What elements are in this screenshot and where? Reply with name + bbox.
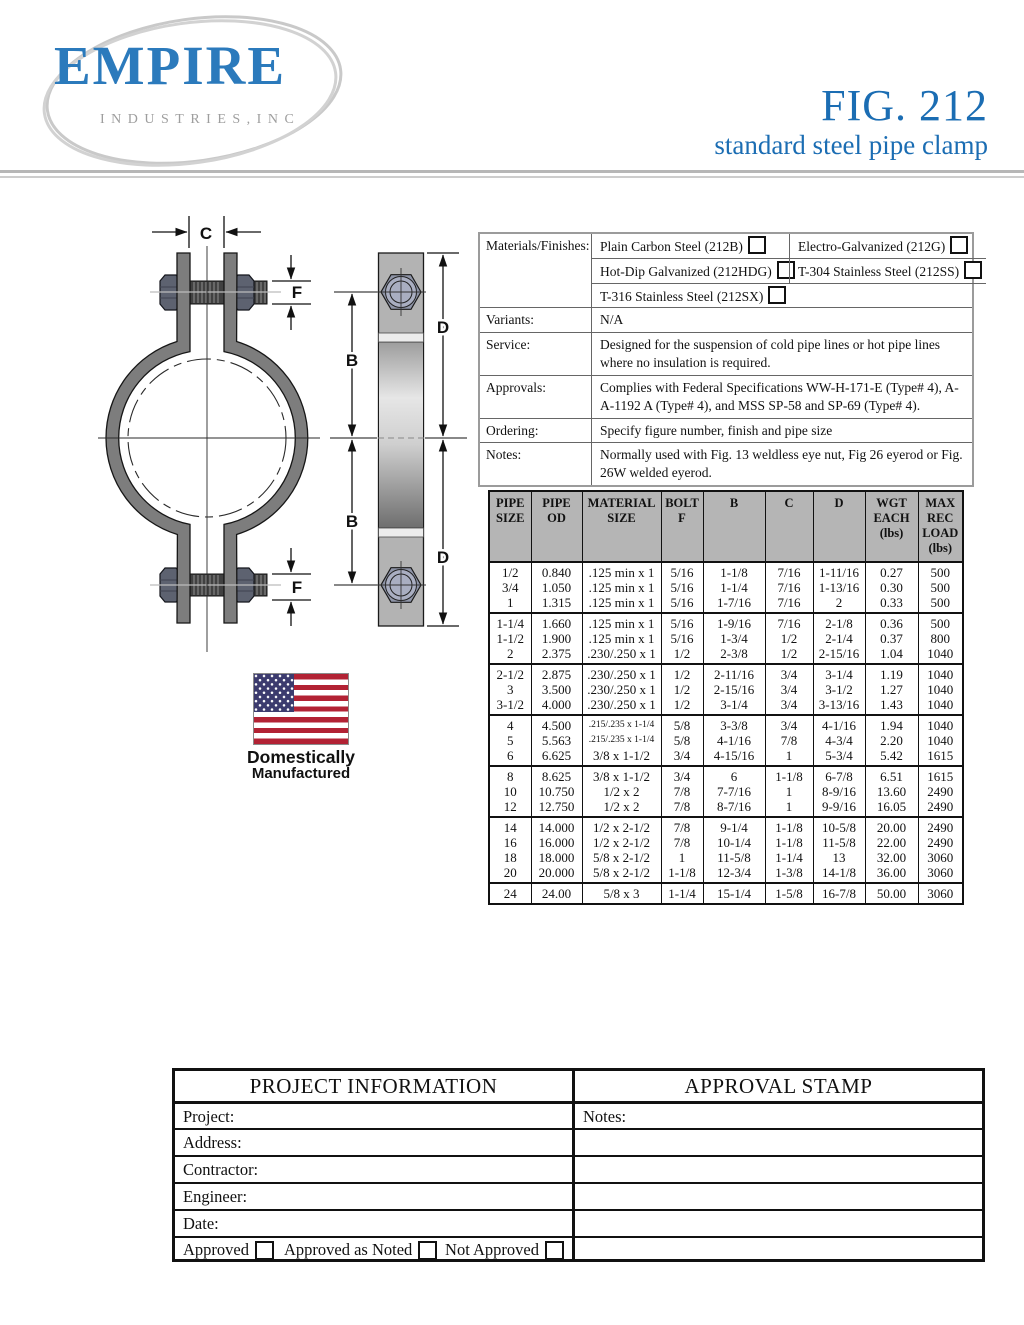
spec-table (488, 490, 964, 905)
approval-notes-line[interactable] (575, 1209, 982, 1236)
spec-cell: 5 (489, 733, 531, 748)
side-view (376, 253, 426, 626)
spec-cell: 12.750 (531, 799, 582, 817)
product-info-table (478, 232, 974, 487)
spec-cell: 5/16 (661, 631, 703, 646)
figure-number: FIG. 212 (821, 81, 988, 130)
spec-cell: 5-3/4 (813, 748, 865, 766)
spec-cell: 8.625 (531, 766, 582, 784)
spec-size-group (489, 715, 963, 766)
spec-cell: 18 (489, 850, 531, 865)
ordering-label: Ordering: (486, 422, 539, 438)
spec-cell: 0.840 (531, 562, 582, 580)
spec-cell: 1 (661, 850, 703, 865)
spec-cell: 4-1/16 (813, 715, 865, 733)
spec-cell: 1 (489, 595, 531, 613)
ordering-row (480, 418, 972, 443)
material-option-label: Plain Carbon Steel (212B) (600, 239, 743, 254)
spec-cell: 10-5/8 (813, 817, 865, 835)
spec-size-group (489, 562, 963, 613)
approved-as-noted-option (284, 1240, 437, 1260)
approval-notes-line[interactable] (575, 1128, 982, 1155)
spec-cell: 2-3/8 (703, 646, 765, 664)
material-option (592, 258, 789, 283)
table-row (489, 850, 963, 865)
spec-cell: 3060 (918, 865, 963, 883)
spec-cell: 1/2 (661, 697, 703, 715)
spec-cell: 3/8 x 1-1/2 (582, 748, 661, 766)
table-row (489, 784, 963, 799)
dim-label-f-top: F (291, 283, 303, 302)
approved-label: Approved (183, 1240, 249, 1259)
spec-cell: 20.00 (865, 817, 918, 835)
spec-cell: 1/2 (661, 646, 703, 664)
spec-cell: 2490 (918, 817, 963, 835)
spec-cell: 1-7/16 (703, 595, 765, 613)
dim-label-c: C (199, 224, 213, 243)
spec-cell: 1-1/8 (765, 766, 813, 784)
materials-label: Materials/Finishes: (486, 238, 590, 253)
spec-cell: 1-3/8 (765, 865, 813, 883)
spec-cell: 2490 (918, 799, 963, 817)
dim-label-d-lower: D (436, 548, 450, 567)
spec-cell: 4-1/16 (703, 733, 765, 748)
spec-cell: 1040 (918, 733, 963, 748)
spec-cell: 2490 (918, 784, 963, 799)
variants-value: N/A (591, 308, 972, 332)
spec-column-header: C (765, 491, 813, 562)
figure-subtitle: standard steel pipe clamp (714, 130, 988, 161)
spec-cell: 2.875 (531, 664, 582, 682)
spec-cell: 1/2 (489, 562, 531, 580)
engineer-field[interactable]: Engineer: (175, 1182, 575, 1209)
spec-cell: 10.750 (531, 784, 582, 799)
spec-cell: 22.00 (865, 835, 918, 850)
spec-cell: 1.04 (865, 646, 918, 664)
logo-wordmark: EMPIRE (54, 35, 286, 96)
dim-label-b-lower: B (345, 512, 359, 531)
spec-cell: 3.500 (531, 682, 582, 697)
spec-cell: 1.660 (531, 613, 582, 631)
table-row (489, 631, 963, 646)
not-approved-option (445, 1240, 564, 1260)
table-row (489, 580, 963, 595)
spec-cell: 5/8 (661, 733, 703, 748)
spec-cell: 7/8 (661, 784, 703, 799)
spec-cell: 1-1/8 (765, 835, 813, 850)
table-row (489, 595, 963, 613)
spec-cell: 1.27 (865, 682, 918, 697)
approval-choices-row (175, 1236, 575, 1260)
spec-cell: 3-1/2 (489, 697, 531, 715)
table-row (489, 682, 963, 697)
spec-cell: .125 min x 1 (582, 631, 661, 646)
spec-cell: .125 min x 1 (582, 613, 661, 631)
spec-cell: 3060 (918, 850, 963, 865)
spec-cell: 3 (489, 682, 531, 697)
service-label: Service: (486, 337, 531, 353)
spec-cell: 16.000 (531, 835, 582, 850)
spec-cell: 1040 (918, 715, 963, 733)
approved-checkbox[interactable] (255, 1241, 274, 1260)
spec-cell: 2490 (918, 835, 963, 850)
spec-cell: 4.000 (531, 697, 582, 715)
spec-cell: 2.20 (865, 733, 918, 748)
spec-cell: 24 (489, 883, 531, 904)
spec-cell: 3/4 (661, 766, 703, 784)
spec-cell: 3-1/4 (813, 664, 865, 682)
spec-cell: 5.563 (531, 733, 582, 748)
spec-cell: .230/.250 x 1 (582, 682, 661, 697)
spec-cell: 2 (813, 595, 865, 613)
title-block (714, 82, 988, 161)
spec-cell: 7/8 (661, 835, 703, 850)
spec-cell: 2-15/16 (703, 682, 765, 697)
spec-cell: 1040 (918, 682, 963, 697)
spec-cell: 3-3/8 (703, 715, 765, 733)
dim-label-f-bottom: F (291, 578, 303, 597)
spec-cell: 6.51 (865, 766, 918, 784)
logo-subtitle: INDUSTRIES,INC (100, 112, 301, 127)
spec-cell: 0.30 (865, 580, 918, 595)
spec-cell: 7-7/16 (703, 784, 765, 799)
spec-cell: 7/16 (765, 613, 813, 631)
flag-canton (254, 674, 294, 712)
spec-cell: 1040 (918, 646, 963, 664)
spec-cell: 14-1/8 (813, 865, 865, 883)
flag-caption-line2: Manufactured (251, 765, 351, 783)
table-row (489, 562, 963, 580)
spec-cell: 4-15/16 (703, 748, 765, 766)
notes-value: Normally used with Fig. 13 weldless eye nut, Fig 26 eyerod or Fig. 26W welded eyerod. (591, 443, 972, 485)
spec-cell: 1-5/8 (765, 883, 813, 904)
spec-cell: 20.000 (531, 865, 582, 883)
material-option-label: T-316 Stainless Steel (212SX) (600, 288, 764, 304)
spec-cell: 500 (918, 595, 963, 613)
spec-cell: 6 (703, 766, 765, 784)
spec-cell: 2 (489, 646, 531, 664)
spec-column-header: MATERIAL SIZE (582, 491, 661, 562)
approved-as-noted-checkbox[interactable] (418, 1241, 437, 1260)
spec-column-header: PIPE SIZE (489, 491, 531, 562)
pipe-clamp-diagram (95, 208, 467, 656)
spec-cell: 5/16 (661, 562, 703, 580)
spec-cell: 7/16 (765, 562, 813, 580)
spec-cell: 7/16 (765, 580, 813, 595)
spec-cell: 1-3/4 (703, 631, 765, 646)
materials-options (591, 234, 986, 307)
spec-cell: .215/.235 x 1-1/4 (582, 715, 661, 733)
approvals-value: Complies with Federal Specifications WW-H-171-E (Type# 4), A-A-1192 A (Type# 4), and MSS SP-58 and SP-69 (Type# 4). (591, 376, 972, 418)
spec-cell: 500 (918, 613, 963, 631)
spec-cell: 1-1/2 (489, 631, 531, 646)
spec-cell: 1040 (918, 664, 963, 682)
service-row (480, 332, 972, 375)
spec-cell: 1-1/4 (765, 850, 813, 865)
spec-cell: 3/4 (661, 748, 703, 766)
material-option (789, 234, 986, 258)
front-view (98, 246, 320, 652)
spec-cell: 7/8 (765, 733, 813, 748)
spec-cell: 1/2 x 2-1/2 (582, 817, 661, 835)
spec-cell: 1-1/4 (703, 580, 765, 595)
spec-cell: 11-5/8 (813, 835, 865, 850)
spec-cell: 7/16 (765, 595, 813, 613)
spec-cell: 1 (765, 748, 813, 766)
spec-cell: 20 (489, 865, 531, 883)
spec-cell: 6 (489, 748, 531, 766)
spec-cell: 5/8 x 3 (582, 883, 661, 904)
spec-cell: 1615 (918, 748, 963, 766)
company-logo (34, 10, 350, 178)
service-value: Designed for the suspension of cold pipe lines or hot pipe lines where no insulation is required. (591, 333, 972, 375)
notes-row (480, 442, 972, 485)
project-field[interactable]: Project: (175, 1101, 575, 1128)
spec-cell: 24.00 (531, 883, 582, 904)
material-option-label: Hot-Dip Galvanized (212HDG) (600, 263, 772, 279)
material-option-checkbox[interactable] (768, 286, 786, 304)
contractor-field[interactable]: Contractor: (175, 1155, 575, 1182)
notes-field[interactable]: Notes: (575, 1101, 982, 1128)
spec-cell: 11-5/8 (703, 850, 765, 865)
spec-cell: 7/8 (661, 817, 703, 835)
spec-cell: 16.05 (865, 799, 918, 817)
spec-cell: 9-1/4 (703, 817, 765, 835)
spec-cell: 12-3/4 (703, 865, 765, 883)
spec-cell: 1615 (918, 766, 963, 784)
material-option-checkbox[interactable] (950, 236, 968, 254)
spec-cell: 1/2 (661, 664, 703, 682)
spec-cell: 16-7/8 (813, 883, 865, 904)
spec-cell: .215/.235 x 1-1/4 (582, 733, 661, 748)
spec-cell: 1/2 x 2 (582, 784, 661, 799)
spec-cell: 800 (918, 631, 963, 646)
spec-cell: 3/4 (489, 580, 531, 595)
spec-cell: 1-13/16 (813, 580, 865, 595)
not-approved-checkbox[interactable] (545, 1241, 564, 1260)
materials-row (480, 234, 972, 307)
spec-size-group (489, 883, 963, 904)
spec-cell: 15-1/4 (703, 883, 765, 904)
spec-cell: 32.00 (865, 850, 918, 865)
spec-cell: 8-9/16 (813, 784, 865, 799)
spec-cell: 3-1/2 (813, 682, 865, 697)
spec-cell: 5/16 (661, 613, 703, 631)
material-option-label: Electro-Galvanized (212G) (798, 239, 946, 254)
variants-label: Variants: (486, 312, 534, 328)
table-row (489, 748, 963, 766)
approval-notes-line[interactable] (575, 1182, 982, 1209)
spec-size-group (489, 817, 963, 883)
spec-cell: 0.37 (865, 631, 918, 646)
spec-cell: 1/2 (765, 631, 813, 646)
spec-cell: 1-1/4 (661, 883, 703, 904)
spec-cell: 2-1/8 (813, 613, 865, 631)
spec-cell: 50.00 (865, 883, 918, 904)
spec-cell: 8 (489, 766, 531, 784)
spec-cell: 1/2 (661, 682, 703, 697)
date-field[interactable]: Date: (175, 1209, 575, 1236)
approval-stamp-header: APPROVAL STAMP (684, 1073, 873, 1098)
spec-cell: 18.000 (531, 850, 582, 865)
material-option-checkbox[interactable] (964, 261, 982, 279)
spec-cell: 1-9/16 (703, 613, 765, 631)
header-divider (0, 170, 1024, 178)
spec-cell: 0.33 (865, 595, 918, 613)
spec-cell: 3/4 (765, 715, 813, 733)
spec-cell: .125 min x 1 (582, 562, 661, 580)
spec-cell: 1 (765, 784, 813, 799)
material-option (789, 258, 986, 283)
material-option (592, 234, 789, 258)
spec-cell: 4.500 (531, 715, 582, 733)
table-row (489, 766, 963, 784)
spec-cell: 5/16 (661, 595, 703, 613)
spec-cell: 5/8 (661, 715, 703, 733)
spec-cell: 3/4 (765, 682, 813, 697)
spec-cell: .230/.250 x 1 (582, 646, 661, 664)
approval-notes-line[interactable] (575, 1236, 982, 1260)
spec-cell: 1-1/8 (765, 817, 813, 835)
spec-cell: 2-11/16 (703, 664, 765, 682)
spec-cell: 7/8 (661, 799, 703, 817)
table-row (489, 664, 963, 682)
spec-cell: 5/16 (661, 580, 703, 595)
spec-cell: .230/.250 x 1 (582, 664, 661, 682)
spec-cell: 0.27 (865, 562, 918, 580)
table-row (489, 817, 963, 835)
spec-column-header: WGT EACH (lbs) (865, 491, 918, 562)
spec-cell: 10 (489, 784, 531, 799)
spec-cell: 1-1/4 (489, 613, 531, 631)
spec-cell: 3/8 x 1-1/2 (582, 766, 661, 784)
spec-cell: 3/4 (765, 664, 813, 682)
spec-cell: 5/8 x 2-1/2 (582, 850, 661, 865)
spec-cell: 1.94 (865, 715, 918, 733)
table-row (489, 865, 963, 883)
spec-cell: 6-7/8 (813, 766, 865, 784)
spec-cell: 1-1/8 (661, 865, 703, 883)
spec-cell: 0.36 (865, 613, 918, 631)
spec-cell: 3-13/16 (813, 697, 865, 715)
project-approval-form (172, 1068, 985, 1262)
spec-column-header: B (703, 491, 765, 562)
spec-cell: 500 (918, 580, 963, 595)
approval-notes-line[interactable] (575, 1155, 982, 1182)
spec-cell: 36.00 (865, 865, 918, 883)
spec-cell: 3/4 (765, 697, 813, 715)
table-row (489, 799, 963, 817)
approved-option (183, 1240, 274, 1260)
spec-cell: 16 (489, 835, 531, 850)
spec-cell: 6.625 (531, 748, 582, 766)
spec-size-group (489, 613, 963, 664)
table-row (489, 613, 963, 631)
spec-cell: .230/.250 x 1 (582, 697, 661, 715)
not-approved-label: Not Approved (445, 1240, 539, 1259)
spec-cell: 1.900 (531, 631, 582, 646)
spec-column-header: BOLT F (661, 491, 703, 562)
spec-cell: 1.19 (865, 664, 918, 682)
table-row (489, 715, 963, 733)
spec-cell: 2.375 (531, 646, 582, 664)
spec-cell: 2-1/2 (489, 664, 531, 682)
spec-cell: .125 min x 1 (582, 595, 661, 613)
dim-label-d-upper: D (436, 318, 450, 337)
spec-cell: 14.000 (531, 817, 582, 835)
spec-cell: 5/8 x 2-1/2 (582, 865, 661, 883)
spec-cell: 1.050 (531, 580, 582, 595)
spec-cell: 1/2 x 2-1/2 (582, 835, 661, 850)
approvals-row (480, 375, 972, 418)
variants-row (480, 307, 972, 332)
spec-column-header: D (813, 491, 865, 562)
notes-label: Notes: (486, 447, 522, 463)
spec-cell: 1.43 (865, 697, 918, 715)
spec-cell: 1040 (918, 697, 963, 715)
spec-size-group (489, 766, 963, 817)
ordering-value: Specify figure number, finish and pipe size (591, 419, 972, 443)
approved-as-noted-label: Approved as Noted (283, 1240, 413, 1259)
spec-cell: 1-1/8 (703, 562, 765, 580)
table-row (489, 835, 963, 850)
spec-cell: 14 (489, 817, 531, 835)
spec-cell: 1/2 x 2 (582, 799, 661, 817)
spec-column-header: PIPE OD (531, 491, 582, 562)
table-row (489, 646, 963, 664)
spec-size-group (489, 664, 963, 715)
material-option-checkbox[interactable] (748, 236, 766, 254)
material-option-label: T-304 Stainless Steel (212SS) (798, 263, 960, 279)
table-row (489, 697, 963, 715)
spec-cell: 4 (489, 715, 531, 733)
table-row (489, 733, 963, 748)
spec-cell: 1 (765, 799, 813, 817)
address-field[interactable]: Address: (175, 1128, 575, 1155)
us-flag-icon (253, 673, 349, 745)
spec-cell: 2-1/4 (813, 631, 865, 646)
spec-cell: 1.315 (531, 595, 582, 613)
spec-cell: 1/2 (765, 646, 813, 664)
spec-cell: 4-3/4 (813, 733, 865, 748)
spec-cell: .125 min x 1 (582, 580, 661, 595)
spec-cell: 13 (813, 850, 865, 865)
spec-cell: 8-7/16 (703, 799, 765, 817)
spec-cell: 10-1/4 (703, 835, 765, 850)
flag-caption-line1: Domestically (247, 747, 355, 767)
spec-cell: 3060 (918, 883, 963, 904)
spec-cell: 2-15/16 (813, 646, 865, 664)
table-row (489, 883, 963, 904)
approvals-label: Approvals: (486, 379, 546, 395)
spec-cell: 5.42 (865, 748, 918, 766)
spec-cell: 13.60 (865, 784, 918, 799)
project-information-header: PROJECT INFORMATION (175, 1071, 575, 1101)
domestic-manufacture-badge (240, 673, 362, 783)
material-option (592, 283, 986, 308)
spec-cell: 1-11/16 (813, 562, 865, 580)
spec-column-header: MAX REC LOAD (lbs) (918, 491, 963, 562)
spec-cell: 9-9/16 (813, 799, 865, 817)
dim-label-b-upper: B (345, 351, 359, 370)
spec-cell: 500 (918, 562, 963, 580)
spec-table-wrap (488, 490, 964, 905)
spec-header-row (489, 491, 963, 562)
spec-cell: 12 (489, 799, 531, 817)
spec-cell: 3-1/4 (703, 697, 765, 715)
